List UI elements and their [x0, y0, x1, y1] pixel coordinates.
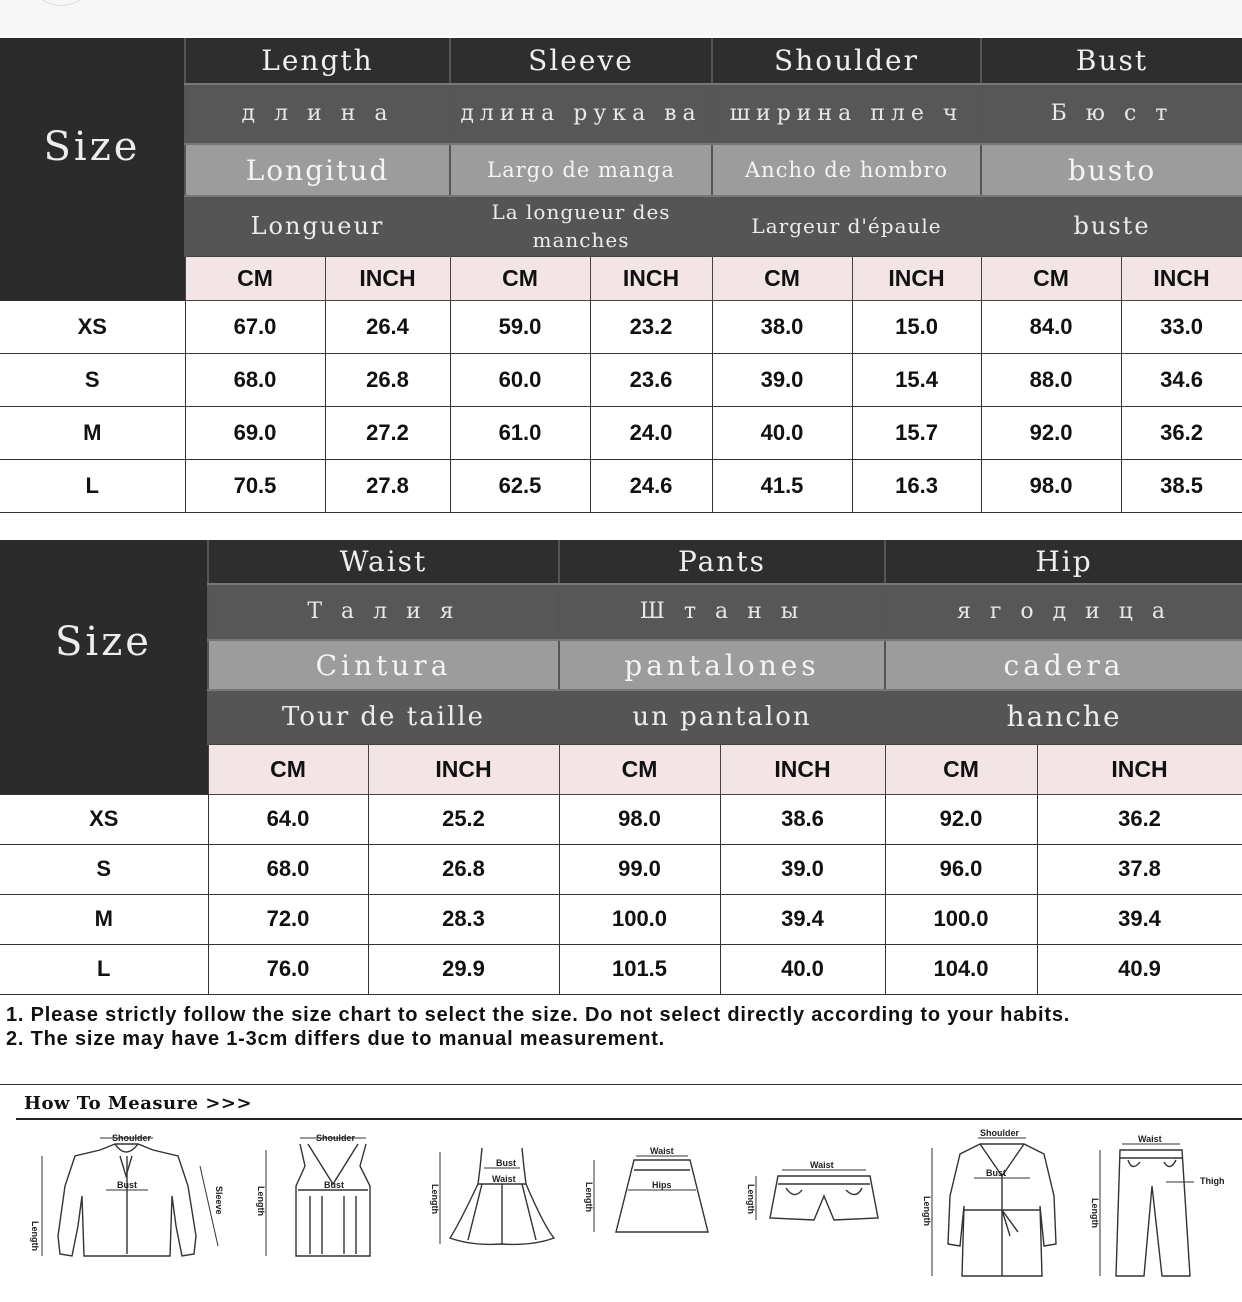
value-cell: 98.0: [981, 459, 1121, 512]
value-cell: 38.6: [720, 794, 885, 844]
value-cell: 36.2: [1037, 794, 1242, 844]
unit-header: INCH: [852, 256, 981, 300]
header-shoulder-es: Ancho de hombro: [712, 144, 981, 196]
unit-header: CM: [450, 256, 590, 300]
value-cell: 38.5: [1121, 459, 1242, 512]
value-cell: 76.0: [208, 944, 368, 994]
value-cell: 92.0: [981, 406, 1121, 459]
header-hip-fr: hanche: [885, 690, 1242, 744]
note-line-1: 1. Please strictly follow the size chart to select the size. Do not select directly according to your habits.: [6, 1004, 1071, 1026]
size-cell: M: [0, 894, 208, 944]
header-shoulder-en: Shoulder: [712, 38, 981, 84]
value-cell: 39.4: [1037, 894, 1242, 944]
label-length: Length: [746, 1184, 756, 1214]
tank-diagram: [250, 1126, 410, 1286]
unit-header: INCH: [1037, 744, 1242, 794]
top-edge: [0, 0, 1242, 36]
header-sleeve-ru: длина рука ва: [450, 84, 712, 144]
value-cell: 15.0: [852, 300, 981, 353]
header-sleeve-es: Largo de manga: [450, 144, 712, 196]
header-waist-es: Cintura: [208, 640, 559, 690]
header-waist-en: Waist: [208, 540, 559, 584]
unit-header: INCH: [325, 256, 450, 300]
value-cell: 99.0: [559, 844, 720, 894]
label-bust: Bust: [986, 1168, 1006, 1178]
header-bust-en: Bust: [981, 38, 1242, 84]
value-cell: 40.0: [720, 944, 885, 994]
value-cell: 84.0: [981, 300, 1121, 353]
value-cell: 15.4: [852, 353, 981, 406]
value-cell: 68.0: [185, 353, 325, 406]
label-length: Length: [256, 1186, 266, 1216]
label-length: Length: [430, 1184, 440, 1214]
label-shoulder: Shoulder: [980, 1128, 1020, 1138]
size-cell: S: [0, 844, 208, 894]
header-pants-es: pantalones: [559, 640, 885, 690]
value-cell: 104.0: [885, 944, 1037, 994]
header-hip-es: cadera: [885, 640, 1242, 690]
unit-header: CM: [185, 256, 325, 300]
label-shoulder: Shoulder: [316, 1133, 356, 1143]
how-to-measure-title: How To Measure >>>: [24, 1093, 253, 1114]
header-sleeve-en: Sleeve: [450, 38, 712, 84]
value-cell: 67.0: [185, 300, 325, 353]
table-row: [0, 944, 1242, 994]
label-waist: Waist: [1138, 1134, 1162, 1144]
header-length-ru: д л и н а: [185, 84, 450, 144]
size-cell: L: [0, 459, 185, 512]
size-header-tail: [0, 256, 185, 300]
value-cell: 61.0: [450, 406, 590, 459]
value-cell: 88.0: [981, 353, 1121, 406]
label-shoulder: Shoulder: [112, 1133, 152, 1143]
size-cell: L: [0, 944, 208, 994]
size-header: Size: [0, 540, 208, 744]
value-cell: 16.3: [852, 459, 981, 512]
value-cell: 29.9: [368, 944, 559, 994]
table-row: [0, 300, 1242, 353]
header-hip-ru: я г о д и ц а: [885, 584, 1242, 640]
size-table-upper: [0, 38, 1242, 513]
size-cell: M: [0, 406, 185, 459]
value-cell: 36.2: [1121, 406, 1242, 459]
value-cell: 26.8: [325, 353, 450, 406]
note-line-2: 2. The size may have 1-3cm differs due to manual measurement.: [6, 1028, 666, 1050]
value-cell: 40.0: [712, 406, 852, 459]
value-cell: 98.0: [559, 794, 720, 844]
size-notes: [0, 994, 1242, 1085]
unit-header: INCH: [720, 744, 885, 794]
value-cell: 24.0: [590, 406, 712, 459]
value-cell: 27.2: [325, 406, 450, 459]
label-waist: Waist: [650, 1146, 674, 1156]
header-length-en: Length: [185, 38, 450, 84]
label-bust: Bust: [117, 1180, 137, 1190]
label-length: Length: [1090, 1198, 1100, 1228]
value-cell: 69.0: [185, 406, 325, 459]
top-edge-arc: [38, 0, 84, 6]
value-cell: 24.6: [590, 459, 712, 512]
value-cell: 23.2: [590, 300, 712, 353]
label-bust: Bust: [324, 1180, 344, 1190]
value-cell: 40.9: [1037, 944, 1242, 994]
header-length-fr: Longueur: [185, 196, 450, 256]
unit-header: CM: [559, 744, 720, 794]
header-hip-en: Hip: [885, 540, 1242, 584]
value-cell: 15.7: [852, 406, 981, 459]
value-cell: 60.0: [450, 353, 590, 406]
value-cell: 39.0: [720, 844, 885, 894]
value-cell: 100.0: [559, 894, 720, 944]
value-cell: 68.0: [208, 844, 368, 894]
header-pants-fr: un pantalon: [559, 690, 885, 744]
value-cell: 72.0: [208, 894, 368, 944]
table-row: [0, 794, 1242, 844]
size-cell: XS: [0, 794, 208, 844]
coat-diagram: [912, 1126, 1082, 1286]
label-thigh: Thigh: [1200, 1176, 1225, 1186]
dress-diagram: [422, 1126, 572, 1286]
unit-header: INCH: [590, 256, 712, 300]
size-header-tail: [0, 744, 208, 794]
header-pants-ru: Ш т а н ы: [559, 584, 885, 640]
size-cell: S: [0, 353, 185, 406]
value-cell: 70.5: [185, 459, 325, 512]
header-bust-ru: Б ю с т: [981, 84, 1242, 144]
table-row: [0, 894, 1242, 944]
value-cell: 62.5: [450, 459, 590, 512]
size-cell: XS: [0, 300, 185, 353]
label-waist: Waist: [810, 1160, 834, 1170]
label-waist: Waist: [492, 1174, 516, 1184]
value-cell: 39.4: [720, 894, 885, 944]
header-waist-fr: Tour de taille: [208, 690, 559, 744]
table-row: [0, 406, 1242, 459]
value-cell: 38.0: [712, 300, 852, 353]
blouse-diagram: [20, 1126, 240, 1286]
value-cell: 26.4: [325, 300, 450, 353]
table-row: [0, 844, 1242, 894]
skirt-diagram: [578, 1126, 728, 1286]
label-length: Length: [922, 1196, 932, 1226]
header-sleeve-fr: La longueur des manches: [450, 196, 712, 256]
header-bust-fr: buste: [981, 196, 1242, 256]
value-cell: 25.2: [368, 794, 559, 844]
value-cell: 59.0: [450, 300, 590, 353]
unit-header: INCH: [368, 744, 559, 794]
label-length: Length: [30, 1221, 40, 1251]
value-cell: 41.5: [712, 459, 852, 512]
header-waist-ru: Т а л и я: [208, 584, 559, 640]
how-to-measure-divider: [16, 1118, 1242, 1120]
header-shoulder-ru: ширина пле ч: [712, 84, 981, 144]
value-cell: 33.0: [1121, 300, 1242, 353]
label-length: Length: [584, 1182, 594, 1212]
value-cell: 37.8: [1037, 844, 1242, 894]
unit-header: CM: [712, 256, 852, 300]
unit-header: INCH: [1121, 256, 1242, 300]
size-table-lower: [0, 540, 1242, 995]
pants-diagram: [1082, 1126, 1242, 1286]
header-length-es: Longitud: [185, 144, 450, 196]
label-sleeve: Sleeve: [214, 1186, 224, 1215]
value-cell: 96.0: [885, 844, 1037, 894]
header-bust-es: busto: [981, 144, 1242, 196]
value-cell: 64.0: [208, 794, 368, 844]
value-cell: 39.0: [712, 353, 852, 406]
value-cell: 23.6: [590, 353, 712, 406]
value-cell: 34.6: [1121, 353, 1242, 406]
label-hips: Hips: [652, 1180, 672, 1190]
header-pants-en: Pants: [559, 540, 885, 584]
value-cell: 92.0: [885, 794, 1037, 844]
label-bust: Bust: [496, 1158, 516, 1168]
value-cell: 26.8: [368, 844, 559, 894]
table-row: [0, 459, 1242, 512]
value-cell: 27.8: [325, 459, 450, 512]
value-cell: 101.5: [559, 944, 720, 994]
value-cell: 28.3: [368, 894, 559, 944]
size-header: Size: [0, 38, 185, 256]
shorts-diagram: [740, 1126, 890, 1286]
unit-header: CM: [981, 256, 1121, 300]
header-shoulder-fr: Largeur d'épaule: [712, 196, 981, 256]
table-row: [0, 353, 1242, 406]
value-cell: 100.0: [885, 894, 1037, 944]
unit-header: CM: [885, 744, 1037, 794]
unit-header: CM: [208, 744, 368, 794]
